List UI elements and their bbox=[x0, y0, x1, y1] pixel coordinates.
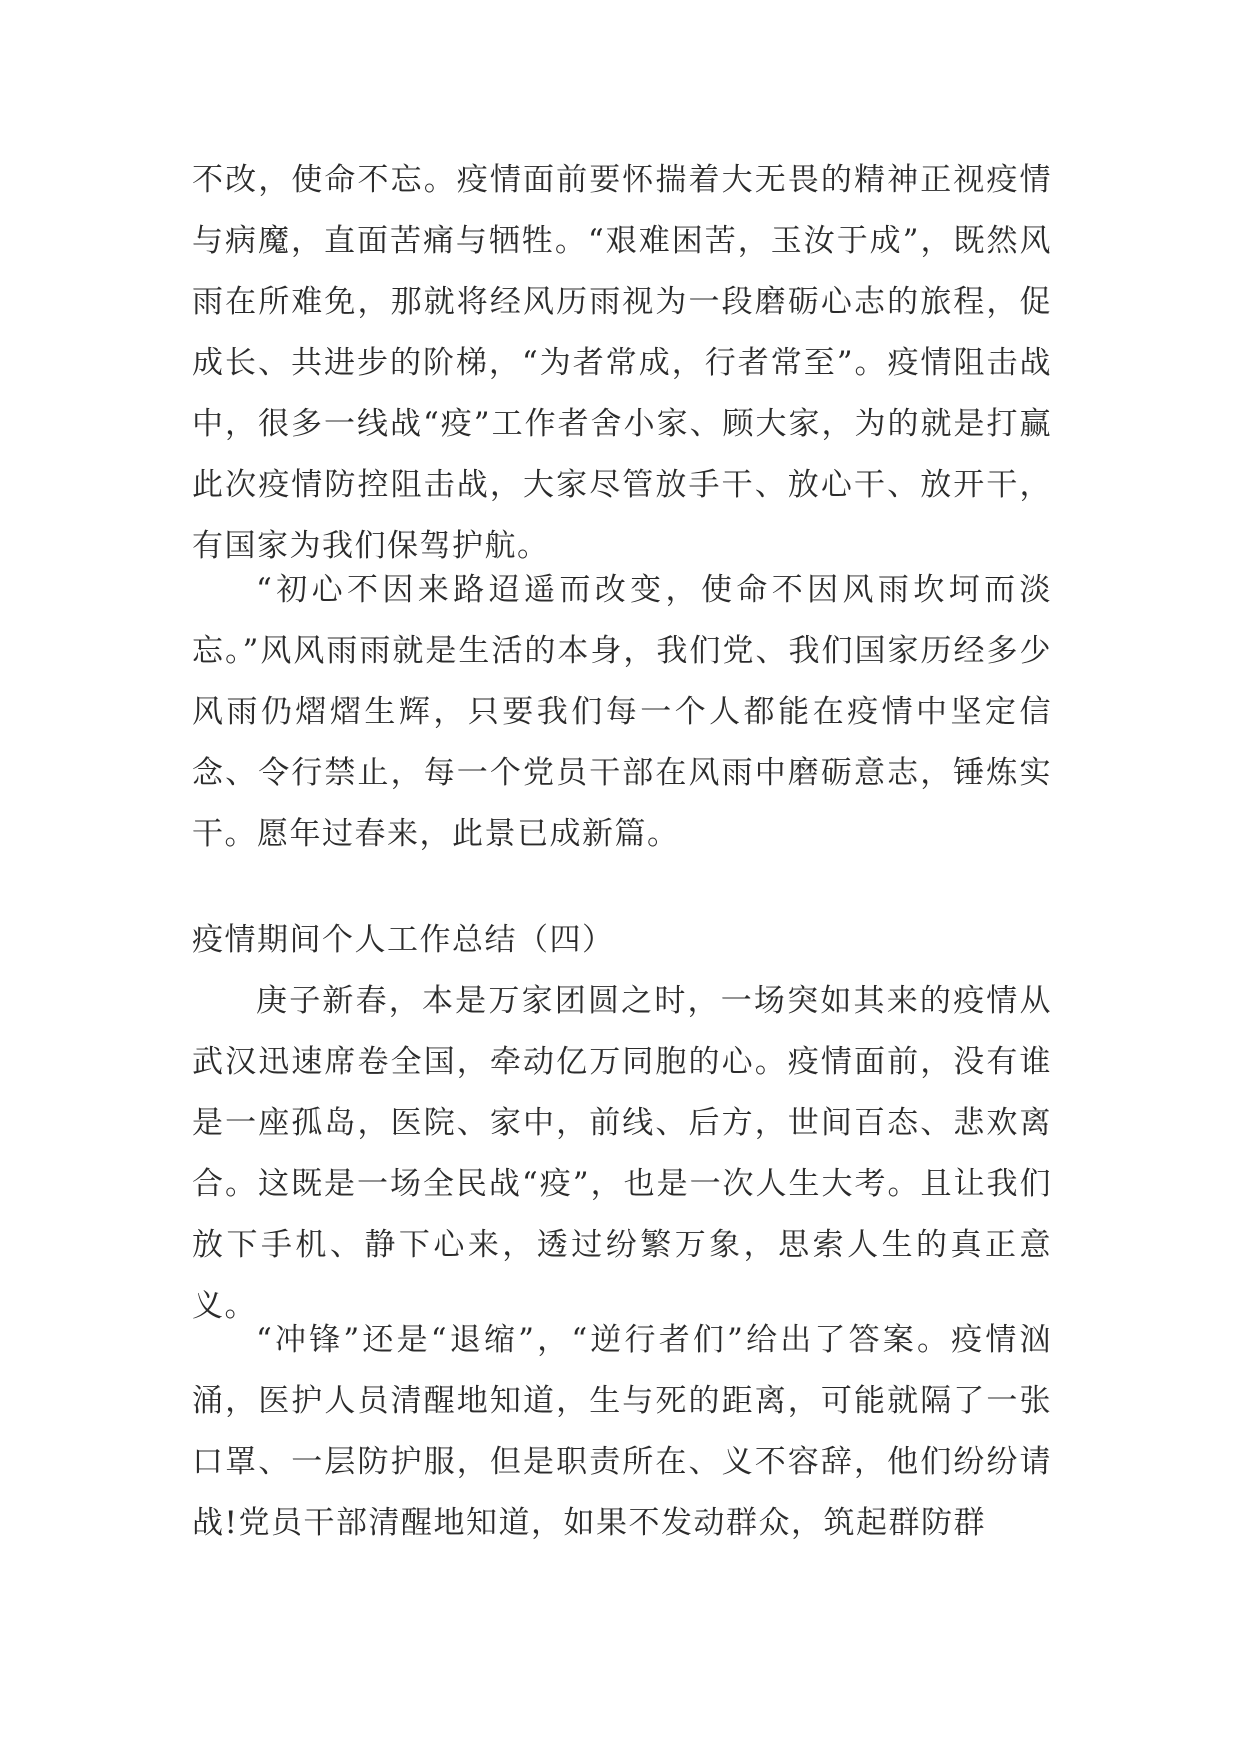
closing-paragraph: “初心不因来路迢遥而改变，使命不因风雨坎坷而淡忘。”风风雨雨就是生活的本身，我们党、我们国家历经多少风雨仍熠熠生辉，只要我们每一个人都能在疫情中坚定信念、令行禁止，每一个党员干部在风雨中磨砺意志，锤炼实干。愿年过春来，此景已成新篇。 bbox=[192, 572, 1052, 852]
section-body-paragraph: “冲锋”还是“退缩”，“逆行者们”给出了答案。疫情汹涌，医护人员清醒地知道，生与死的距离，可能就隔了一张口罩、一层防护服，但是职责所在、义不容辞，他们纷纷请战!党员干部清醒地知道，如果不发动群众，筑起群防群 bbox=[192, 1322, 1052, 1541]
section-title: 疫情期间个人工作总结（四） bbox=[192, 922, 615, 958]
continued-paragraph: 不改，使命不忘。疫情面前要怀揣着大无畏的精神正视疫情与病魔，直面苦痛与牺牲。“艰难困苦，玉汝于成”，既然风雨在所难免，那就将经风历雨视为一段磨砺心志的旅程，促成长、共进步的阶梯，“为者常成，行者常至”。疫情阻击战中，很多一线战“疫”工作者舍小家、顾大家，为的就是打赢此次疫情防控阻击战，大家尽管放手干、放心干、放开干，有国家为我们保驾护航。 bbox=[192, 162, 1052, 564]
section-intro-paragraph: 庚子新春，本是万家团圆之时，一场突如其来的疫情从武汉迅速席卷全国，牵动亿万同胞的心。疫情面前，没有谁是一座孤岛，医院、家中，前线、后方，世间百态、悲欢离合。这既是一场全民战“疫”，也是一次人生大考。且让我们放下手机、静下心来，透过纷繁万象，思索人生的真正意义。 bbox=[192, 983, 1052, 1324]
